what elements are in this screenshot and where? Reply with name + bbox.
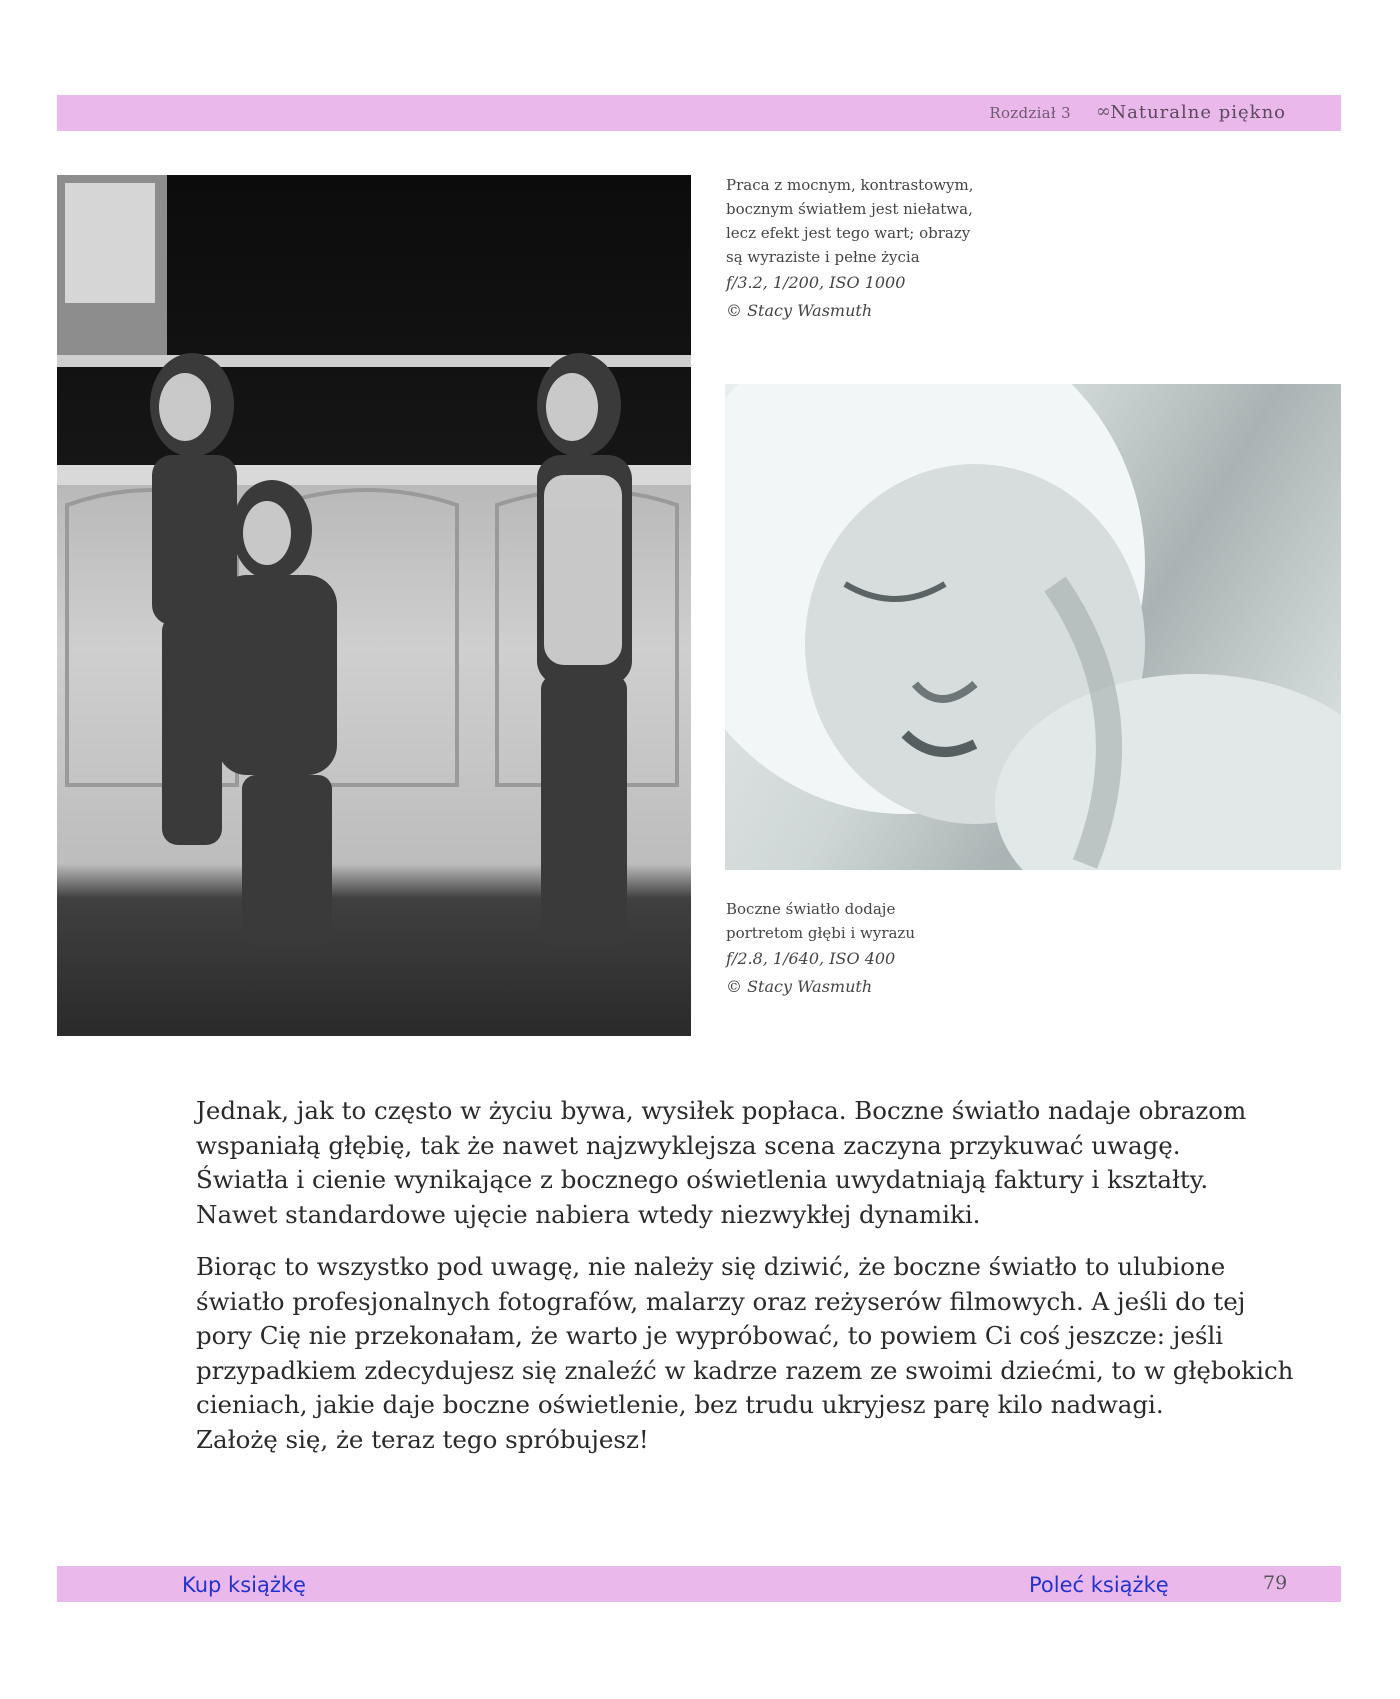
ornament-icon: ∞ [1096, 101, 1111, 122]
text-line: Światła i cienie wynikające z bocznego oświetlenia uwydatniają faktury i kształty. [196, 1165, 1209, 1194]
buy-book-link[interactable]: Kup książkę [182, 1573, 306, 1597]
caption-line: portretom głębi i wyrazu [726, 924, 915, 942]
text-line: przypadkiem zdecydujesz się znaleźć w kadrze razem ze swoimi dziećmi, to w głębokich [196, 1355, 1294, 1385]
text-line: Jednak, jak to często w życiu bywa, wysiłek popłaca. Boczne światło nadaje obrazom [196, 1096, 1247, 1125]
recommend-book-link[interactable]: Poleć książkę [1029, 1573, 1169, 1597]
section-title: Naturalne piękno [1110, 102, 1286, 123]
children-photo-illustration [57, 175, 691, 1036]
paragraph [196, 1250, 1294, 1457]
text-line: Założę się, że teraz tego spróbujesz! [196, 1424, 649, 1454]
body-text [196, 1094, 1294, 1475]
caption-baby-photo [726, 897, 1026, 1001]
text-line: pory Cię nie przekonałam, że warto je wypróbować, to powiem Ci coś jeszcze: jeśli [196, 1321, 1224, 1350]
text-line: światło profesjonalnych fotografów, malarzy oraz reżyserów filmowych. A jeśli do tej [196, 1286, 1246, 1316]
footer-bar [57, 1566, 1341, 1602]
text-line: wspaniałą głębię, tak że nawet najzwyklejsza scena zaczyna przykuwać uwagę. [196, 1130, 1181, 1160]
paragraph [196, 1094, 1247, 1232]
text-line: Biorąc to wszystko pod uwagę, nie należy się dziwić, że boczne światło to ulubione [196, 1252, 1226, 1281]
caption-line: lecz efekt jest tego wart; obrazy [726, 224, 971, 242]
chapter-label: Rozdział 3 [989, 104, 1071, 122]
text-line: Nawet standardowe ujęcie nabiera wtedy niezwykłej dynamiki. [196, 1199, 981, 1229]
photo-three-children [57, 175, 691, 1036]
caption-line: są wyraziste i pełne życia [726, 248, 920, 266]
caption-children-photo [726, 173, 1026, 325]
running-header [57, 95, 1341, 131]
caption-line: Boczne światło dodaje [726, 900, 896, 918]
caption-exposure: f/3.2, 1/200, ISO 1000 [726, 273, 906, 292]
page-number: 79 [1263, 1572, 1288, 1594]
photo-baby-portrait [725, 384, 1341, 870]
caption-line: Praca z mocnym, kontrastowym, [726, 176, 974, 194]
caption-line: bocznym światłem jest niełatwa, [726, 200, 973, 218]
text-line: cieniach, jakie daje boczne oświetlenie, bez trudu ukryjesz parę kilo nadwagi. [196, 1390, 1164, 1419]
caption-exposure: f/2.8, 1/640, ISO 400 [726, 949, 896, 968]
baby-photo-illustration [725, 384, 1341, 870]
caption-credit: © Stacy Wasmuth [726, 977, 873, 996]
caption-credit: © Stacy Wasmuth [726, 301, 873, 320]
